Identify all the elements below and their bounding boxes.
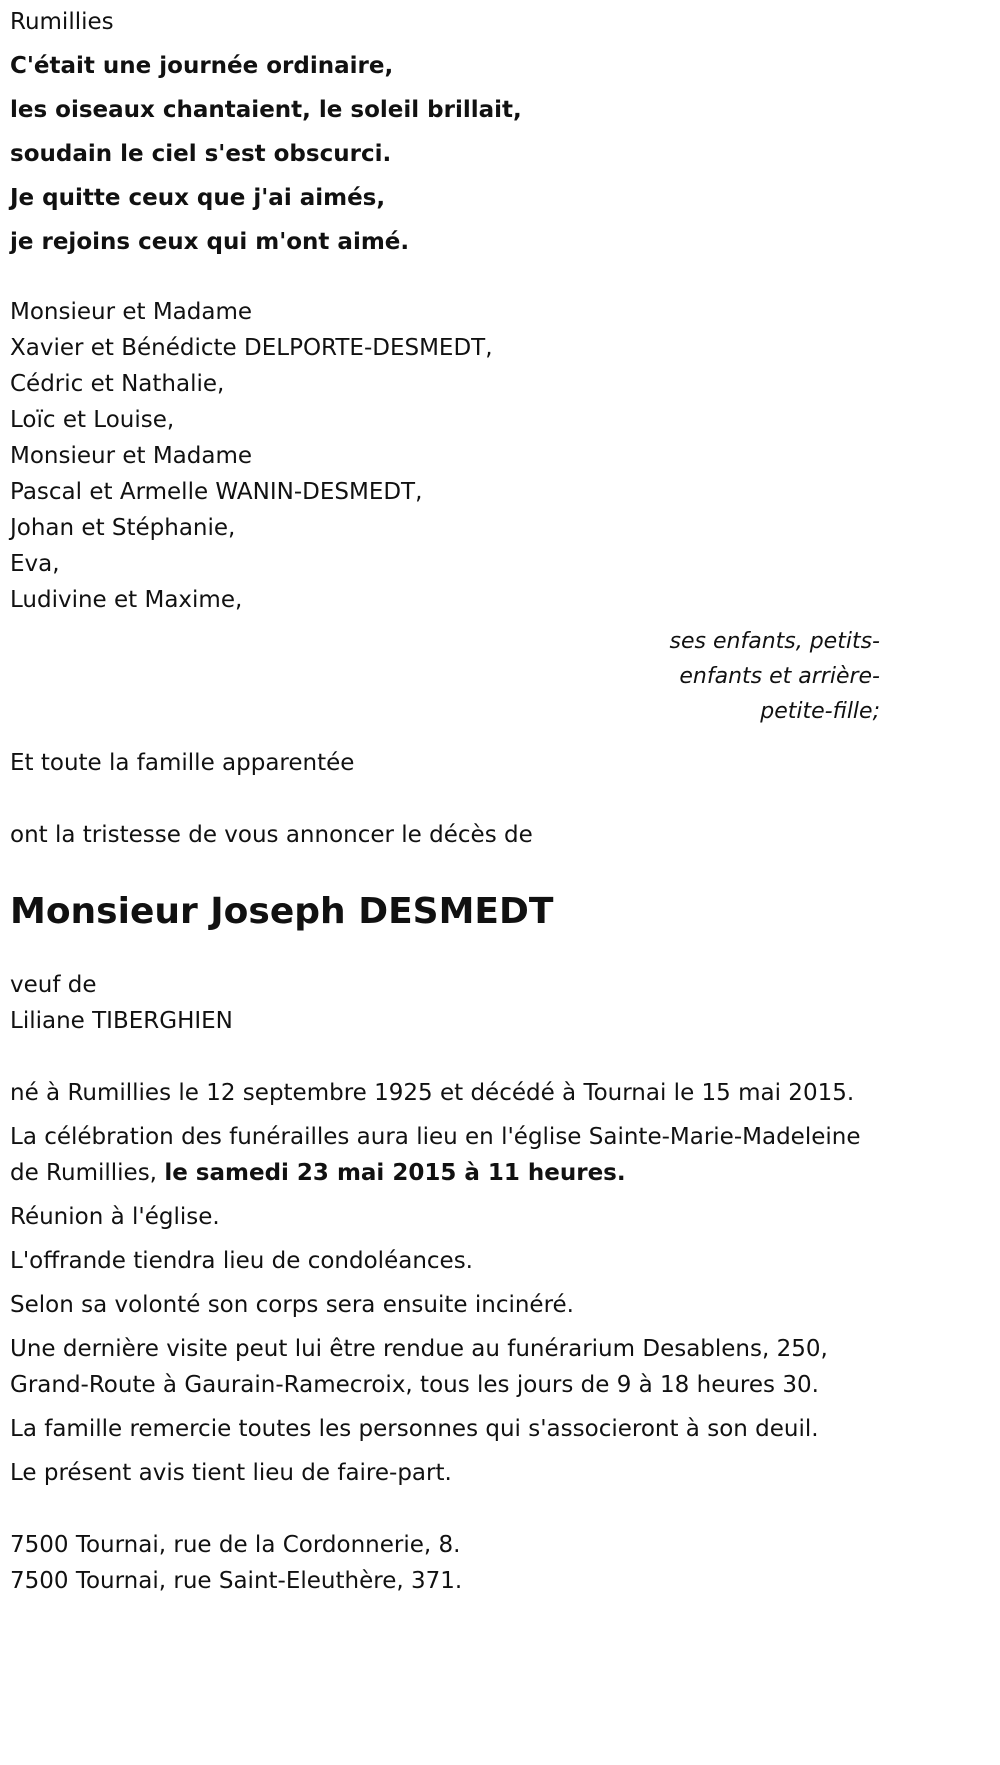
family-line: Johan et Stéphanie, (10, 515, 236, 541)
poem-line: C'était une journée ordinaire, (10, 53, 394, 79)
visit-note (10, 1331, 890, 1403)
poem-line: je rejoins ceux qui m'ont aimé. (10, 229, 410, 255)
widower-block (10, 967, 1000, 1039)
family-line: Monsieur et Madame (10, 299, 253, 325)
family-line: Loïc et Louise, (10, 407, 175, 433)
poem (10, 44, 1000, 264)
address-line: 7500 Tournai, rue Saint-Eleuthère, 371. (10, 1568, 463, 1594)
relationship-note-line: enfants et arrière- (679, 664, 880, 689)
poem-line: Je quitte ceux que j'ai aimés, (10, 185, 386, 211)
family-line: Pascal et Armelle WANIN-DESMEDT, (10, 479, 423, 505)
birth-death: né à Rumillies le 12 septembre 1925 et décédé à Tournai le 15 mai 2015. (10, 1080, 855, 1106)
family-list (10, 294, 1000, 618)
thanks-note: La famille remercie toutes les personnes qui s'associeront à son deuil. (10, 1416, 819, 1442)
offering-note: L'offrande tiendra lieu de condoléances. (10, 1248, 473, 1274)
family-line: Cédric et Nathalie, (10, 371, 225, 397)
relationship-note-line: petite-fille; (760, 699, 880, 724)
announcement: ont la tristesse de vous annoncer le décès de (10, 822, 533, 848)
poem-line: soudain le ciel s'est obscurci. (10, 141, 392, 167)
address-line: 7500 Tournai, rue de la Cordonnerie, 8. (10, 1532, 461, 1558)
place-name: Rumillies (10, 9, 114, 35)
relationship-note-line: ses enfants, petits- (669, 629, 880, 654)
deceased-name: Monsieur Joseph DESMEDT (10, 891, 554, 932)
family-line: Xavier et Bénédicte DELPORTE-DESMEDT, (10, 335, 493, 361)
cremation-note: Selon sa volonté son corps sera ensuite incinéré. (10, 1292, 574, 1318)
ceremony-line1: La célébration des funérailles aura lieu en l'église Sainte-Marie-Madeleine (10, 1124, 861, 1150)
visit-line2: Grand-Route à Gaurain-Ramecroix, tous les jours de 9 à 18 heures 30. (10, 1372, 819, 1398)
poem-line: les oiseaux chantaient, le soleil brillait, (10, 97, 522, 123)
extended-family: Et toute la famille apparentée (10, 750, 355, 776)
meeting-note: Réunion à l'église. (10, 1204, 220, 1230)
widower-label: veuf de (10, 972, 97, 998)
details-block (10, 1075, 1000, 1491)
family-line: Ludivine et Maxime, (10, 587, 243, 613)
family-line: Eva, (10, 551, 60, 577)
addresses (10, 1527, 1000, 1599)
ceremony-line2-prefix: de Rumillies, (10, 1160, 165, 1186)
late-wife-name: Liliane TIBERGHIEN (10, 1008, 233, 1034)
ceremony (10, 1119, 890, 1191)
relationship-note (10, 624, 880, 729)
ceremony-date: le samedi 23 mai 2015 à 11 heures. (164, 1160, 626, 1186)
notice-note: Le présent avis tient lieu de faire-part. (10, 1460, 452, 1486)
family-line: Monsieur et Madame (10, 443, 253, 469)
visit-line1: Une dernière visite peut lui être rendue au funérarium Desablens, 250, (10, 1336, 828, 1362)
